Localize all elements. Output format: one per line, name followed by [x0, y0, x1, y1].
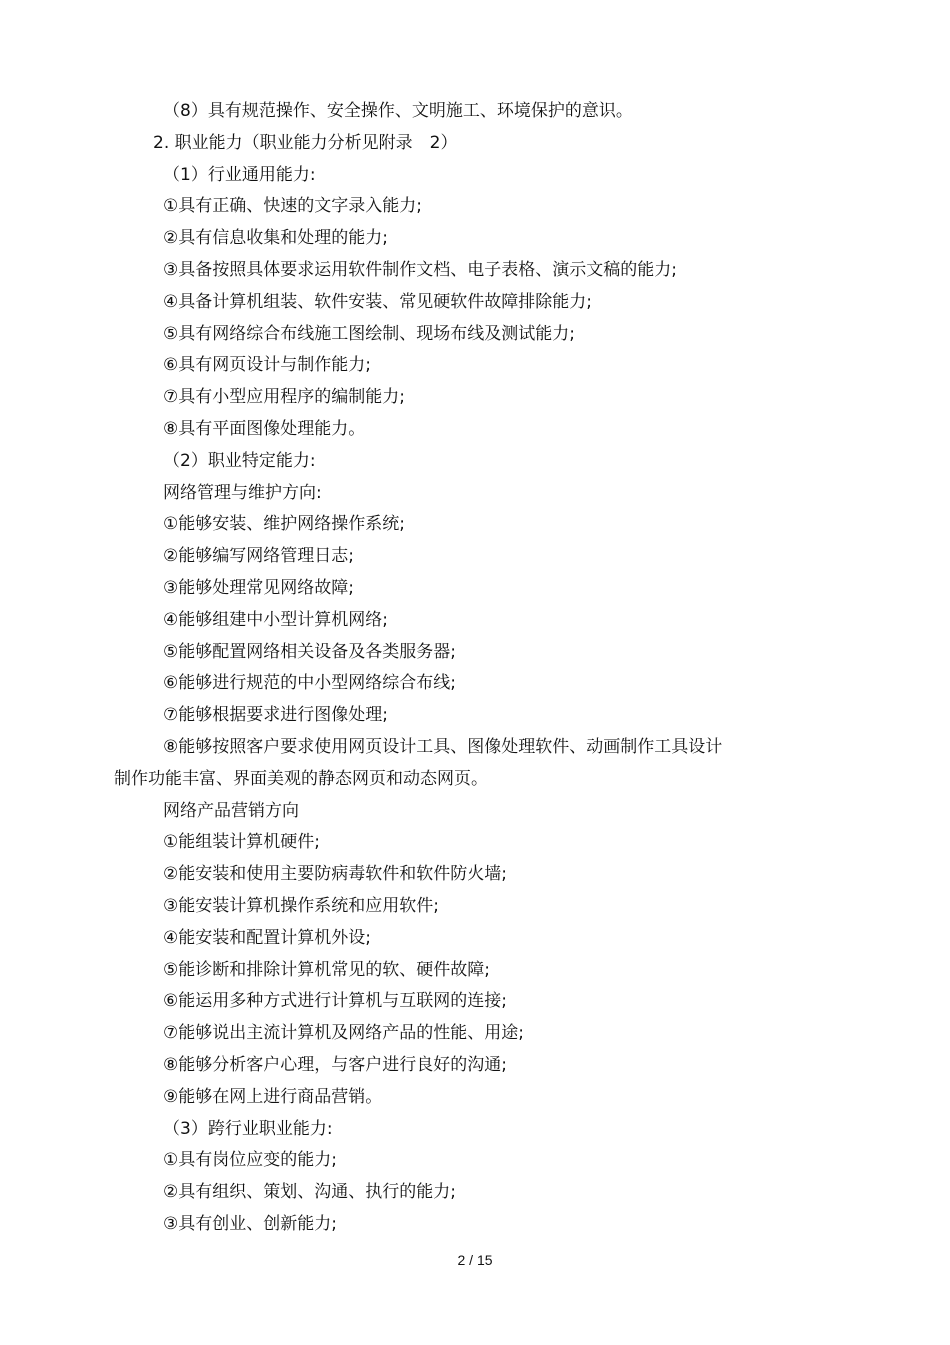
- list-item: ③能安装计算机操作系统和应用软件;: [163, 895, 439, 916]
- list-item: ③能够处理常见网络故障;: [163, 577, 354, 598]
- document-body: [0, 96, 950, 1241]
- list-item: ②具有组织、策划、沟通、执行的能力;: [163, 1182, 456, 1203]
- list-item: ④能够组建中小型计算机网络;: [163, 609, 388, 630]
- list-item: ⑤能够配置网络相关设备及各类服务器;: [163, 641, 456, 662]
- list-item: ⑤具有网络综合布线施工图绘制、现场布线及测试能力;: [163, 323, 575, 344]
- list-item: ⑧能够按照客户要求使用网页设计工具、图像处理软件、动画制作工具设计: [163, 736, 723, 757]
- list-item: ④具备计算机组装、软件安装、常见硬软件故障排除能力;: [163, 291, 592, 312]
- list-item: ④能安装和配置计算机外设;: [163, 927, 371, 948]
- direction-heading: 网络产品营销方向: [163, 800, 299, 821]
- text-line: （8）具有规范操作、安全操作、文明施工、环境保护的意识。: [163, 101, 633, 121]
- list-item: ⑨能够在网上进行商品营销。: [163, 1086, 383, 1107]
- subsection-heading: （2）职业特定能力:: [163, 450, 316, 471]
- list-item: ⑤能诊断和排除计算机常见的软、硬件故障;: [163, 959, 490, 980]
- direction-heading: 网络管理与维护方向:: [163, 482, 322, 503]
- list-item: ①能够安装、维护网络操作系统;: [163, 514, 405, 535]
- list-item: ③具备按照具体要求运用软件制作文档、电子表格、演示文稿的能力;: [163, 259, 677, 280]
- list-item: ①具有正确、快速的文字录入能力;: [163, 196, 422, 217]
- section-heading: 2. 职业能力（职业能力分析见附录 2）: [153, 132, 458, 153]
- list-item: ⑥具有网页设计与制作能力;: [163, 355, 371, 376]
- list-item-continuation: 制作功能丰富、界面美观的静态网页和动态网页。: [114, 768, 488, 789]
- list-item: ②能安装和使用主要防病毒软件和软件防火墙;: [163, 864, 507, 885]
- list-item: ⑥能够进行规范的中小型网络综合布线;: [163, 673, 456, 694]
- list-item: ②能够编写网络管理日志;: [163, 546, 354, 567]
- list-item: ⑦能够根据要求进行图像处理;: [163, 705, 388, 726]
- list-item: ①具有岗位应变的能力;: [163, 1150, 337, 1171]
- list-item: ⑦能够说出主流计算机及网络产品的性能、用途;: [163, 1023, 524, 1044]
- list-item: ②具有信息收集和处理的能力;: [163, 228, 388, 249]
- subsection-heading: （3）跨行业职业能力:: [163, 1118, 333, 1139]
- list-item: ⑧能够分析客户心理，与客户进行良好的沟通;: [163, 1054, 507, 1075]
- list-item: ⑦具有小型应用程序的编制能力;: [163, 387, 405, 408]
- list-item: ⑧具有平面图像处理能力。: [163, 418, 366, 439]
- list-item: ③具有创业、创新能力;: [163, 1213, 337, 1234]
- page-number: 2 / 15: [457, 1252, 493, 1268]
- list-item: ①能组装计算机硬件;: [163, 832, 320, 853]
- subsection-heading: （1）行业通用能力:: [163, 164, 316, 185]
- list-item: ⑥能运用多种方式进行计算机与互联网的连接;: [163, 991, 507, 1012]
